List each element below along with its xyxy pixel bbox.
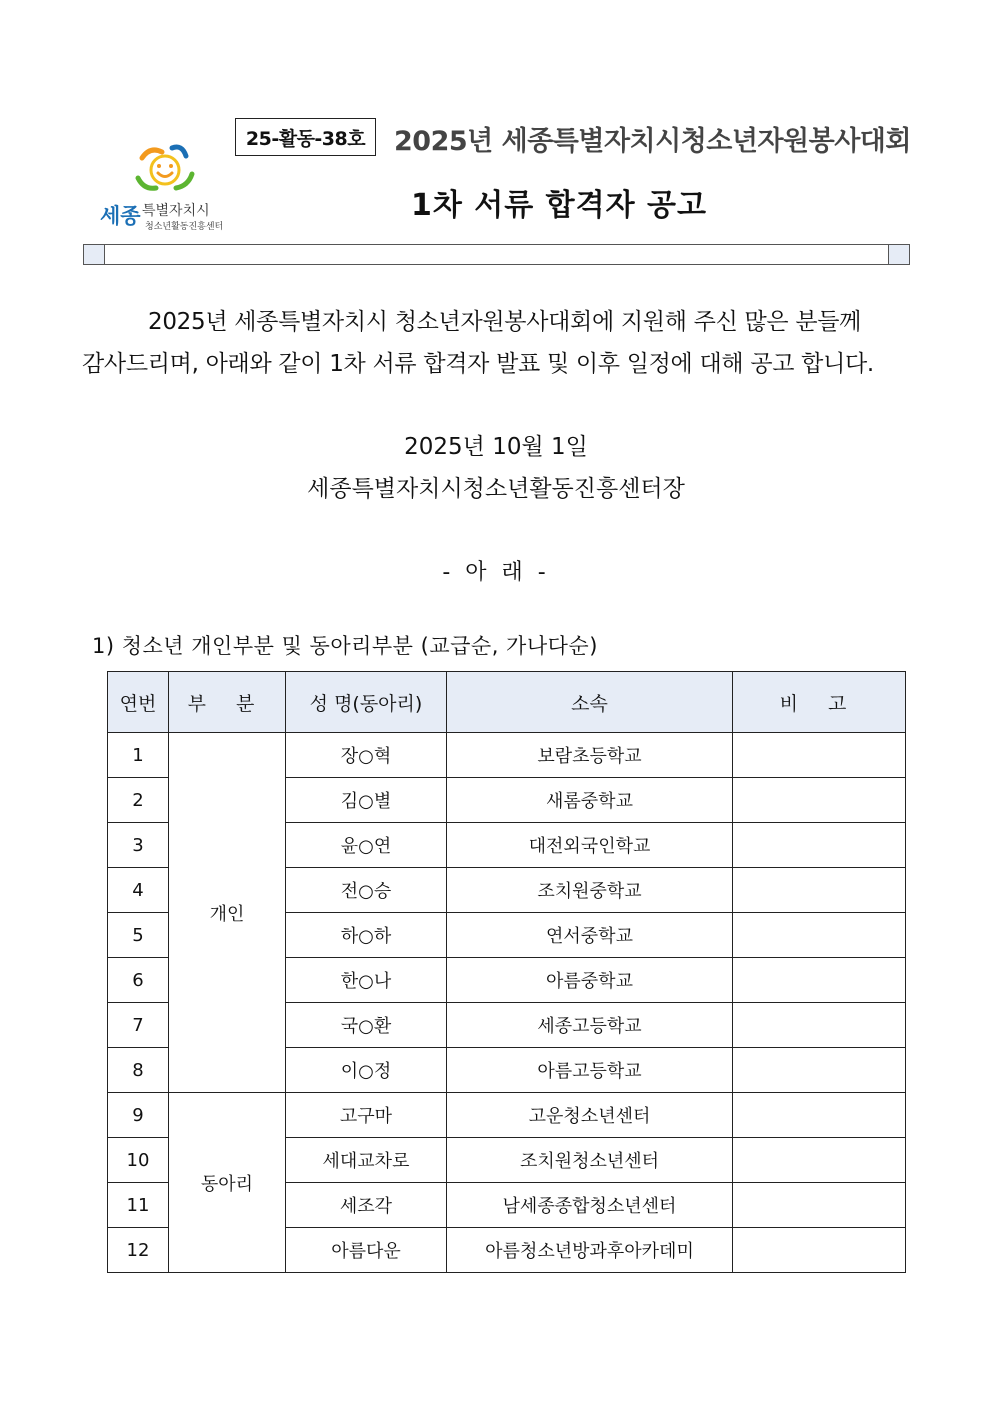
main-title: 2025년 세종특별자치시청소년자원봉사대회 [394, 125, 911, 157]
row-note [733, 733, 906, 778]
logo-mark-icon [130, 142, 200, 202]
row-no: 6 [108, 958, 169, 1003]
row-no: 12 [108, 1228, 169, 1273]
below-marker: - 아 래 - [442, 560, 550, 585]
logo-brand-text: 세종 [100, 204, 141, 228]
header-affiliation: 소속 [447, 672, 733, 733]
row-affiliation: 고운청소년센터 [447, 1093, 733, 1138]
row-note [733, 868, 906, 913]
page-title: 1차 서류 합격자 공고 [410, 188, 708, 223]
row-affiliation: 대전외국인학교 [447, 823, 733, 868]
title-bar-left-cap [84, 245, 105, 264]
row-name: 세조각 [286, 1183, 447, 1228]
row-no: 10 [108, 1138, 169, 1183]
row-affiliation: 조치원중학교 [447, 868, 733, 913]
row-note [733, 1003, 906, 1048]
row-no: 2 [108, 778, 169, 823]
row-name: 국○환 [286, 1003, 447, 1048]
intro-line-1: 2025년 세종특별자치시 청소년자원봉사대회에 지원해 주신 많은 분들께 [148, 309, 862, 335]
row-affiliation: 연서중학교 [447, 913, 733, 958]
logo-brand-sub: 특별자치시 [142, 203, 210, 219]
row-affiliation: 아름고등학교 [447, 1048, 733, 1093]
row-note [733, 1093, 906, 1138]
row-affiliation: 남세종종합청소년센터 [447, 1183, 733, 1228]
row-name: 한○나 [286, 958, 447, 1003]
organization-logo [100, 142, 235, 234]
table-row [108, 1093, 906, 1138]
row-note [733, 823, 906, 868]
row-name: 장○혁 [286, 733, 447, 778]
row-note [733, 1048, 906, 1093]
row-no: 7 [108, 1003, 169, 1048]
row-no: 9 [108, 1093, 169, 1138]
intro-line-2: 감사드리며, 아래와 같이 1차 서류 합격자 발표 및 이후 일정에 대해 공고 합니다. [82, 351, 874, 377]
row-name: 아름다운 [286, 1228, 447, 1273]
issuer: 세종특별자치시청소년활동진흥센터장 [307, 476, 685, 502]
row-name: 세대교차로 [286, 1138, 447, 1183]
division-cell: 개인 [169, 733, 286, 1093]
header-note: 비 고 [733, 672, 906, 733]
notice-number: 25-활동-38호 [235, 118, 376, 156]
row-no: 4 [108, 868, 169, 913]
row-affiliation: 아름중학교 [447, 958, 733, 1003]
row-affiliation: 아름청소년방과후아카데미 [447, 1228, 733, 1273]
row-note [733, 958, 906, 1003]
row-note [733, 913, 906, 958]
row-name: 고구마 [286, 1093, 447, 1138]
row-no: 5 [108, 913, 169, 958]
row-note [733, 778, 906, 823]
header-division: 부 분 [169, 672, 286, 733]
row-name: 김○별 [286, 778, 447, 823]
title-divider-bar [83, 244, 910, 265]
row-affiliation: 조치원청소년센터 [447, 1138, 733, 1183]
logo-brand-tiny: 청소년활동진흥센터 [145, 222, 224, 232]
row-name: 하○하 [286, 913, 447, 958]
row-no: 3 [108, 823, 169, 868]
row-note [733, 1138, 906, 1183]
row-note [733, 1183, 906, 1228]
header-no: 연번 [108, 672, 169, 733]
title-bar-right-cap [888, 245, 909, 264]
row-no: 1 [108, 733, 169, 778]
row-no: 11 [108, 1183, 169, 1228]
row-name: 이○정 [286, 1048, 447, 1093]
section-heading: 1) 청소년 개인부분 및 동아리부분 (교급순, 가나다순) [92, 634, 598, 658]
row-affiliation: 세종고등학교 [447, 1003, 733, 1048]
row-note [733, 1228, 906, 1273]
row-no: 8 [108, 1048, 169, 1093]
table-header-row [108, 672, 906, 733]
header-name: 성 명(동아리) [286, 672, 447, 733]
results-table [107, 671, 906, 1273]
division-cell: 동아리 [169, 1093, 286, 1273]
row-name: 전○승 [286, 868, 447, 913]
table-row [108, 733, 906, 778]
row-name: 윤○연 [286, 823, 447, 868]
row-affiliation: 새롬중학교 [447, 778, 733, 823]
row-affiliation: 보람초등학교 [447, 733, 733, 778]
announcement-date: 2025년 10월 1일 [404, 434, 588, 460]
